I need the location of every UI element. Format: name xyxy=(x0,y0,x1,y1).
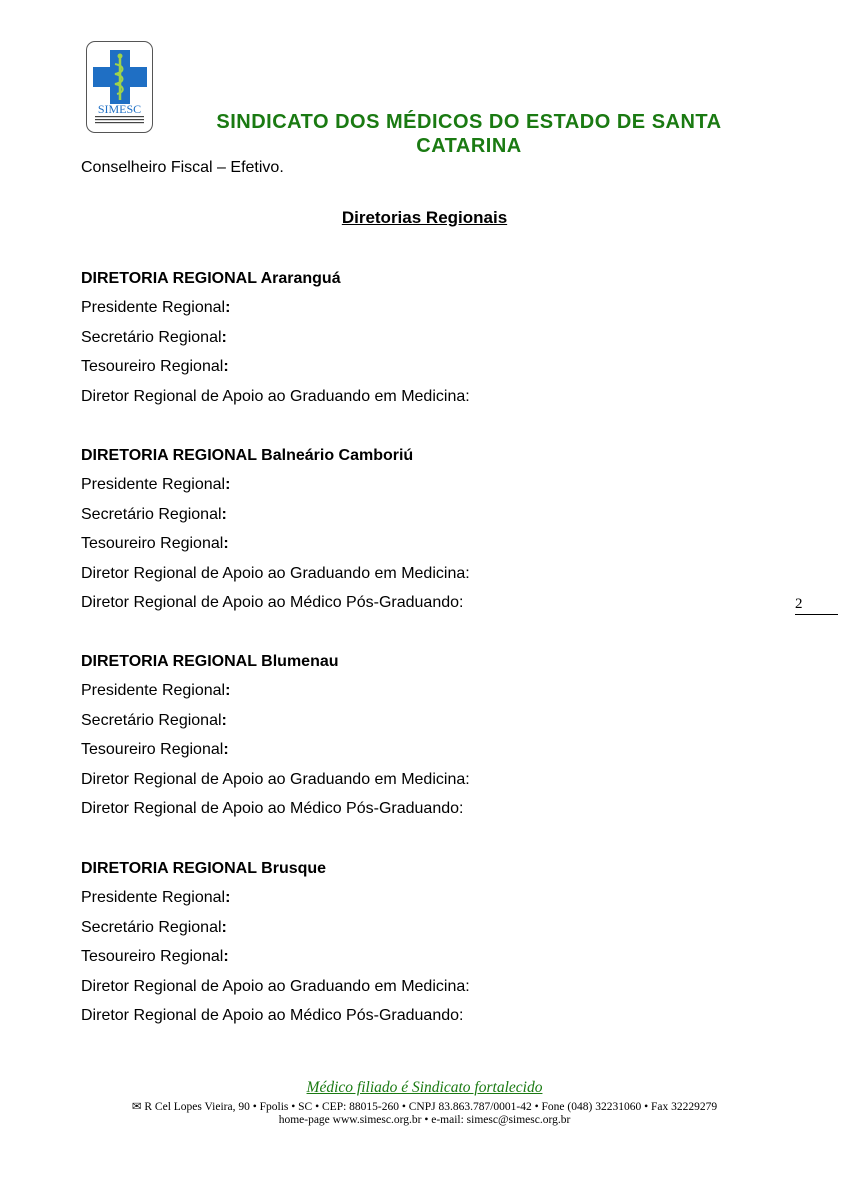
region-heading-prefix: DIRETORIA REGIONAL xyxy=(81,447,257,464)
role-label: Presidente Regional xyxy=(81,889,226,906)
role-line xyxy=(81,328,227,348)
role-colon: : xyxy=(225,889,231,906)
organization-title xyxy=(180,110,758,158)
role-colon: : xyxy=(223,948,229,965)
role-colon: : xyxy=(221,712,227,729)
role-line xyxy=(81,505,227,525)
role-line xyxy=(81,711,227,731)
footer-slogan: Médico filiado é Sindicato fortalecido xyxy=(306,1079,543,1096)
role-line xyxy=(81,475,230,495)
region-heading xyxy=(81,859,326,879)
role-colon: : xyxy=(221,506,227,523)
role-line xyxy=(81,534,229,554)
footer-address: ✉ R Cel Lopes Vieira, 90 • Fpolis • SC • CEP: 88015-260 • CNPJ 83.863.787/0001-42 • Fone (048) 32231060 • Fax 32229279 xyxy=(131,1101,718,1113)
role-line: Diretor Regional de Apoio ao Médico Pós-Graduando: xyxy=(81,594,464,611)
role-label: Secretário Regional xyxy=(81,329,222,346)
role-line: Diretor Regional de Apoio ao Graduando em Medicina: xyxy=(81,771,470,788)
role-label: Tesoureiro Regional xyxy=(81,358,224,375)
role-line: Diretor Regional de Apoio ao Graduando em Medicina: xyxy=(81,978,470,995)
role-label: Tesoureiro Regional xyxy=(81,948,224,965)
region-heading-prefix: DIRETORIA REGIONAL xyxy=(81,860,257,877)
role-colon: : xyxy=(221,919,227,936)
region-heading-name: Araranguá xyxy=(260,270,341,287)
logo-text: SIMESC xyxy=(97,102,142,116)
role-line xyxy=(81,681,230,701)
role-line: Diretor Regional de Apoio ao Médico Pós-Graduando: xyxy=(81,800,464,817)
region-heading-prefix: DIRETORIA REGIONAL xyxy=(81,653,257,670)
role-colon: : xyxy=(223,358,229,375)
role-line xyxy=(81,357,229,377)
footer-contact: home-page www.simesc.org.br • e-mail: simesc@simesc.org.br xyxy=(278,1114,571,1126)
region-heading-prefix: DIRETORIA REGIONAL xyxy=(81,270,257,287)
role-colon: : xyxy=(223,535,229,552)
role-label: Presidente Regional xyxy=(81,476,226,493)
region-heading xyxy=(81,269,341,289)
title-line-2: CATARINA xyxy=(416,135,522,157)
role-line xyxy=(81,947,229,967)
role-label: Tesoureiro Regional xyxy=(81,741,224,758)
role-line: Diretor Regional de Apoio ao Médico Pós-Graduando: xyxy=(81,1007,464,1024)
region-heading xyxy=(81,652,339,672)
section-title: Diretorias Regionais xyxy=(341,208,508,227)
page-number: 2 xyxy=(795,595,838,615)
role-label: Tesoureiro Regional xyxy=(81,535,224,552)
role-colon: : xyxy=(221,329,227,346)
top-line: Conselheiro Fiscal – Efetivo. xyxy=(81,159,284,176)
role-colon: : xyxy=(225,476,231,493)
role-line xyxy=(81,918,227,938)
title-line-1: SINDICATO DOS MÉDICOS DO ESTADO DE SANTA xyxy=(216,111,722,133)
region-heading-name: Brusque xyxy=(261,860,327,877)
role-label: Secretário Regional xyxy=(81,919,222,936)
role-label: Secretário Regional xyxy=(81,712,222,729)
region-heading-name: Balneário Camboriú xyxy=(261,447,414,464)
role-label: Secretário Regional xyxy=(81,506,222,523)
role-colon: : xyxy=(223,741,229,758)
region-heading xyxy=(81,446,413,466)
role-colon: : xyxy=(225,682,231,699)
simesc-logo xyxy=(86,41,153,133)
role-line xyxy=(81,298,230,318)
role-line: Diretor Regional de Apoio ao Graduando em Medicina: xyxy=(81,565,470,582)
role-label: Presidente Regional xyxy=(81,299,226,316)
role-line xyxy=(81,740,229,760)
role-label: Presidente Regional xyxy=(81,682,226,699)
role-colon: : xyxy=(225,299,231,316)
role-line xyxy=(81,888,230,908)
region-heading-name: Blumenau xyxy=(261,653,339,670)
role-line: Diretor Regional de Apoio ao Graduando em Medicina: xyxy=(81,388,470,405)
